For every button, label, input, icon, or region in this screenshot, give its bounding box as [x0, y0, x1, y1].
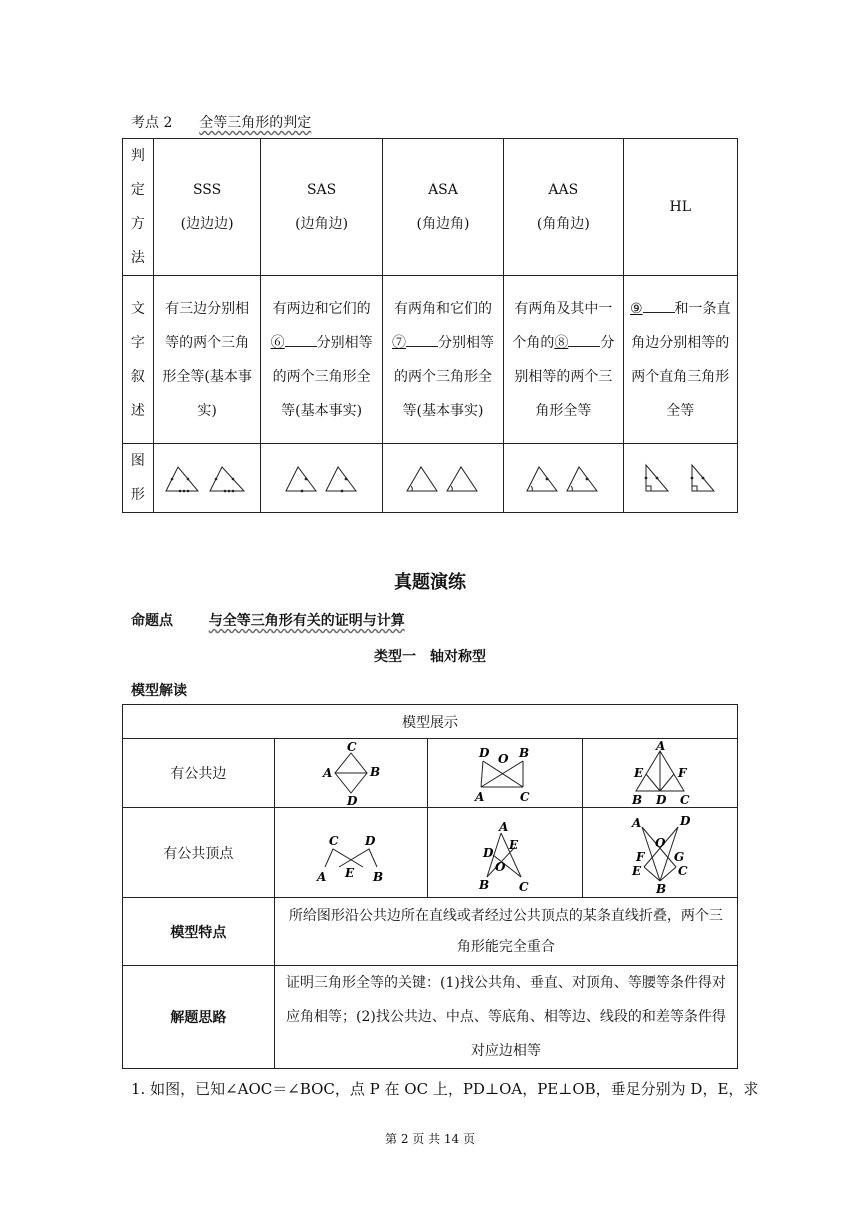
model-table [122, 704, 738, 1069]
method-sss: SSS (边边边) [153, 139, 261, 276]
svg-text:A: A [317, 869, 327, 884]
features-text: 所给图形沿公共边所在直线或者经过公共顶点的某条直线折叠，两个三角形能完全重合 [274, 898, 737, 966]
svg-text:D: D [478, 746, 490, 760]
figure-asa [382, 444, 503, 513]
svg-text:E: E [345, 865, 355, 880]
method-sas: SAS (边角边) [261, 139, 382, 276]
section-label: 考点 2 [131, 115, 173, 131]
svg-text:O: O [497, 752, 509, 766]
svg-text:A: A [631, 815, 642, 830]
approach-text: 证明三角形全等的关键：(1)找公共角、垂直、对顶角、等腰等条件得对应角相等；(2)找公共边、中点、等底角、相等边、线段的和差等条件得对应边相等 [274, 966, 737, 1069]
figure-hl [623, 444, 737, 513]
row-label-common-side: 有公共边 [123, 739, 275, 808]
figure-common-side-1 [274, 739, 427, 808]
svg-text:D: D [655, 793, 667, 805]
figure-sas [261, 444, 382, 513]
svg-text:E: E [631, 863, 641, 878]
page-heading: 真题演练 [394, 572, 466, 593]
svg-text:E: E [508, 837, 519, 852]
svg-text:B: B [655, 881, 666, 895]
svg-text:C: C [347, 741, 357, 754]
svg-text:A: A [323, 766, 333, 780]
svg-text:B: B [631, 793, 642, 805]
svg-text:A: A [655, 741, 666, 753]
svg-text:E: E [633, 766, 643, 780]
desc-hl: ⑨ 和一条直角边分别相等的两个直角三角形全等 [623, 276, 737, 444]
svg-text:O: O [494, 859, 506, 874]
figure-common-side-2 [428, 739, 582, 808]
desc-sss: 有三边分别相等的两个三角形全等(基本事实) [153, 276, 261, 444]
svg-text:D: D [365, 833, 376, 848]
svg-text:G: G [673, 849, 685, 864]
figure-common-side-3 [582, 739, 737, 808]
section-title: 全等三角形的判定 [199, 115, 312, 131]
figure-aas [504, 444, 623, 513]
svg-text:D: D [347, 794, 358, 805]
svg-text:C: C [677, 863, 688, 878]
type-title: 类型一 轴对称型 [374, 649, 486, 665]
page-footer: 第 2 页 共 14 页 [385, 1132, 475, 1146]
method-asa: ASA (角边角) [382, 139, 503, 276]
svg-text:D: D [679, 813, 691, 828]
svg-text:D: D [482, 845, 494, 860]
model-reading-label: 模型解读 [131, 683, 187, 699]
svg-text:F: F [677, 766, 687, 780]
svg-text:C: C [519, 790, 530, 804]
question-1: 1. 如图，已知∠AOC＝∠BOC，点 P 在 OC 上，PD⊥OA，PE⊥OB，垂足分别为 D，E，求 [131, 1080, 759, 1098]
svg-text:B: B [370, 765, 381, 779]
row-label-features: 模型特点 [123, 898, 275, 966]
svg-text:A: A [474, 790, 485, 804]
proposition-line: 命题点 与全等三角形有关的证明与计算 [131, 613, 405, 629]
figure-common-vertex-1 [274, 808, 427, 898]
figure-common-vertex-3 [582, 808, 737, 898]
row-header-desc: 文 字 叙 述 [123, 276, 154, 444]
criteria-table [122, 138, 738, 513]
svg-text:A: A [498, 819, 509, 834]
method-aas: AAS (角角边) [504, 139, 623, 276]
row-label-approach: 解题思路 [123, 966, 275, 1069]
row-header-figure: 图 形 [123, 444, 154, 513]
figure-sss [153, 444, 261, 513]
desc-aas: 有两角及其中一个角的⑧ 分别相等的两个三角形全等 [504, 276, 623, 444]
desc-asa: 有两角和它们的⑦ 分别相等的两个三角形全等(基本事实) [382, 276, 503, 444]
figure-common-vertex-2 [428, 808, 582, 898]
section-heading [131, 112, 311, 132]
svg-text:C: C [329, 833, 339, 848]
svg-text:C: C [518, 879, 529, 894]
model-table-header: 模型展示 [123, 705, 738, 739]
row-header-method: 判 定 方 法 [123, 139, 154, 276]
svg-text:B: B [518, 746, 530, 760]
svg-text:O: O [654, 835, 666, 850]
svg-text:C: C [679, 793, 690, 805]
svg-text:F: F [635, 849, 645, 864]
svg-text:B: B [373, 869, 384, 884]
row-label-common-vertex: 有公共顶点 [123, 808, 275, 898]
method-hl: HL [623, 139, 737, 276]
svg-text:B: B [478, 877, 490, 892]
desc-sas: 有两边和它们的⑥ 分别相等的两个三角形全等(基本事实) [261, 276, 382, 444]
